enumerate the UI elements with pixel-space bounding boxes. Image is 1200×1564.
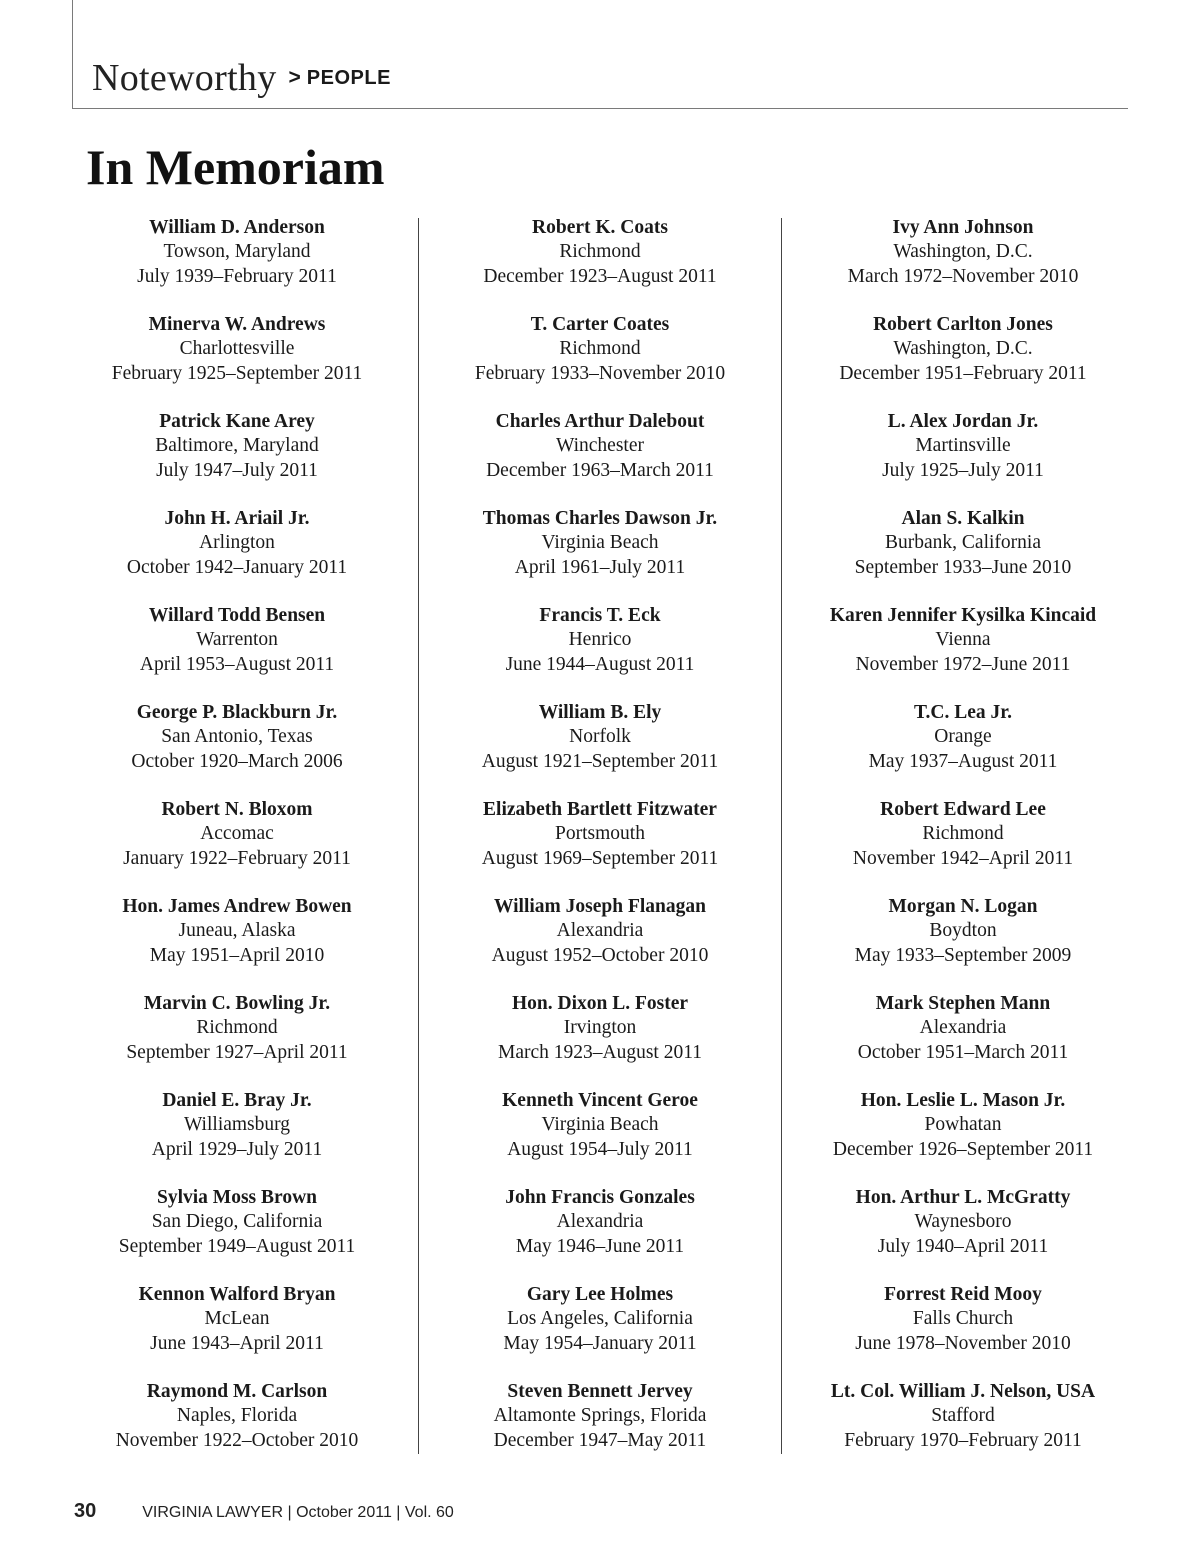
- person-location: Alexandria: [556, 920, 644, 942]
- person-dates: February 1933–November 2010: [474, 362, 726, 384]
- person-dates: March 1972–November 2010: [847, 265, 1079, 287]
- memorial-entry: [419, 313, 781, 410]
- person-dates: May 1954–January 2011: [503, 1332, 697, 1354]
- person-location: Los Angeles, California: [507, 1308, 693, 1330]
- person-name: William D. Anderson: [149, 217, 325, 238]
- person-dates: December 1947–May 2011: [493, 1429, 707, 1451]
- memorial-entry: [56, 992, 418, 1089]
- person-location: Williamsburg: [183, 1114, 291, 1136]
- memorial-entry: [56, 410, 418, 507]
- person-location: Alexandria: [919, 1017, 1007, 1039]
- person-name: T.C. Lea Jr.: [913, 702, 1013, 723]
- section-title: Noteworthy: [92, 57, 277, 99]
- person-name: Sylvia Moss Brown: [157, 1187, 317, 1208]
- memorial-entry: [419, 701, 781, 798]
- person-name: Hon. Arthur L. McGratty: [855, 1187, 1071, 1208]
- person-location: Burbank, California: [885, 532, 1041, 554]
- person-location: Richmond: [559, 241, 641, 263]
- person-dates: September 1949–August 2011: [118, 1235, 356, 1257]
- person-name: Gary Lee Holmes: [526, 1284, 674, 1305]
- memorial-entry: [782, 1089, 1144, 1186]
- person-name: George P. Blackburn Jr.: [136, 702, 338, 723]
- person-location: Stafford: [931, 1405, 995, 1427]
- person-location: Accomac: [200, 823, 274, 845]
- person-dates: March 1923–August 2011: [497, 1041, 702, 1063]
- person-location: Portsmouth: [555, 823, 645, 845]
- memorial-column-2: [419, 216, 781, 1477]
- memorial-entry: [56, 216, 418, 313]
- person-dates: February 1925–September 2011: [111, 362, 363, 384]
- person-dates: February 1970–February 2011: [844, 1429, 1082, 1451]
- person-name: Mark Stephen Mann: [875, 993, 1051, 1014]
- memorial-entry: [56, 1186, 418, 1283]
- person-location: San Diego, California: [151, 1211, 323, 1233]
- person-dates: June 1978–November 2010: [855, 1332, 1071, 1354]
- person-name: Marvin C. Bowling Jr.: [143, 993, 331, 1014]
- person-name: Kennon Walford Bryan: [138, 1284, 336, 1305]
- memorial-entry: [56, 313, 418, 410]
- person-name: L. Alex Jordan Jr.: [887, 411, 1039, 432]
- person-name: William Joseph Flanagan: [493, 896, 706, 917]
- person-name: Alan S. Kalkin: [901, 508, 1025, 529]
- person-name: Steven Bennett Jervey: [507, 1381, 693, 1402]
- person-dates: May 1933–September 2009: [854, 944, 1072, 966]
- person-location: Orange: [934, 726, 992, 748]
- person-location: Vienna: [935, 629, 991, 651]
- memorial-entry: [782, 701, 1144, 798]
- person-location: Charlottesville: [179, 338, 295, 360]
- memorial-entry: [56, 1089, 418, 1186]
- person-name: John H. Ariail Jr.: [164, 508, 310, 529]
- memorial-entry: [419, 798, 781, 895]
- person-dates: October 1920–March 2006: [131, 750, 343, 772]
- person-location: Naples, Florida: [176, 1405, 298, 1427]
- person-name: Raymond M. Carlson: [146, 1381, 328, 1402]
- memorial-entry: [782, 216, 1144, 313]
- person-dates: September 1927–April 2011: [126, 1041, 348, 1063]
- person-name: T. Carter Coates: [530, 314, 670, 335]
- person-location: Virginia Beach: [541, 532, 659, 554]
- person-location: Boydton: [929, 920, 997, 942]
- person-name: Hon. Leslie L. Mason Jr.: [860, 1090, 1066, 1111]
- person-name: Robert K. Coats: [532, 217, 668, 238]
- person-location: Powhatan: [924, 1114, 1002, 1136]
- memorial-entry: [782, 313, 1144, 410]
- person-dates: April 1953–August 2011: [139, 653, 335, 675]
- memorial-entry: [419, 507, 781, 604]
- memorial-entry: [56, 604, 418, 701]
- person-dates: August 1969–September 2011: [481, 847, 719, 869]
- person-name: Elizabeth Bartlett Fitzwater: [483, 799, 717, 820]
- person-name: Minerva W. Andrews: [148, 314, 326, 335]
- person-dates: October 1942–January 2011: [126, 556, 348, 578]
- memorial-entry: [419, 1186, 781, 1283]
- memorial-entry: [782, 507, 1144, 604]
- person-name: Hon. James Andrew Bowen: [122, 896, 352, 917]
- person-name: Karen Jennifer Kysilka Kincaid: [829, 605, 1097, 626]
- page-number: 30: [74, 1500, 97, 1522]
- person-location: Virginia Beach: [541, 1114, 659, 1136]
- person-location: Norfolk: [569, 726, 631, 748]
- person-name: Robert N. Bloxom: [161, 799, 313, 820]
- person-dates: December 1926–September 2011: [832, 1138, 1094, 1160]
- person-name: Robert Edward Lee: [880, 799, 1046, 820]
- person-location: Baltimore, Maryland: [155, 435, 319, 457]
- person-location: Richmond: [559, 338, 641, 360]
- person-name: Patrick Kane Arey: [159, 411, 315, 432]
- person-name: Willard Todd Bensen: [148, 605, 326, 626]
- person-location: Irvington: [563, 1017, 637, 1039]
- person-location: Warrenton: [196, 629, 278, 651]
- memorial-entry: [56, 1380, 418, 1477]
- person-location: Henrico: [568, 629, 632, 651]
- person-dates: June 1944–August 2011: [505, 653, 695, 675]
- person-dates: September 1933–June 2010: [854, 556, 1072, 578]
- section-header: [92, 56, 391, 100]
- person-name: Hon. Dixon L. Foster: [511, 993, 689, 1014]
- memorial-entry: [782, 798, 1144, 895]
- person-location: San Antonio, Texas: [161, 726, 313, 748]
- memorial-entry: [419, 1380, 781, 1477]
- person-dates: April 1961–July 2011: [514, 556, 686, 578]
- person-location: Waynesboro: [914, 1211, 1012, 1233]
- memorial-entry: [419, 895, 781, 992]
- person-location: Richmond: [922, 823, 1004, 845]
- person-dates: January 1922–February 2011: [123, 847, 351, 869]
- person-dates: July 1947–July 2011: [156, 459, 318, 481]
- person-name: Forrest Reid Mooy: [884, 1284, 1042, 1305]
- header-horizontal-rule: [72, 108, 1128, 109]
- person-dates: December 1963–March 2011: [486, 459, 714, 481]
- memorial-entry: [56, 507, 418, 604]
- person-dates: June 1943–April 2011: [150, 1332, 324, 1354]
- memorial-entry: [419, 604, 781, 701]
- person-location: Martinsville: [915, 435, 1011, 457]
- memorial-entry: [782, 1380, 1144, 1477]
- person-name: Charles Arthur Dalebout: [495, 411, 705, 432]
- person-dates: November 1972–June 2011: [855, 653, 1071, 675]
- memorial-entry: [782, 992, 1144, 1089]
- person-name: Thomas Charles Dawson Jr.: [482, 508, 718, 529]
- person-dates: December 1923–August 2011: [483, 265, 717, 287]
- memorial-entry: [782, 604, 1144, 701]
- person-location: Falls Church: [912, 1308, 1014, 1330]
- person-name: Daniel E. Bray Jr.: [162, 1090, 312, 1111]
- person-name: Robert Carlton Jones: [873, 314, 1053, 335]
- person-dates: November 1922–October 2010: [115, 1429, 359, 1451]
- person-dates: August 1952–October 2010: [491, 944, 709, 966]
- person-name: Kenneth Vincent Geroe: [502, 1090, 698, 1111]
- person-dates: October 1951–March 2011: [857, 1041, 1069, 1063]
- breadcrumb-separator: >: [288, 66, 301, 89]
- person-location: McLean: [204, 1308, 270, 1330]
- person-location: Juneau, Alaska: [178, 920, 296, 942]
- person-dates: November 1942–April 2011: [852, 847, 1074, 869]
- memorial-entry: [782, 1283, 1144, 1380]
- person-location: Washington, D.C.: [893, 241, 1033, 263]
- person-location: Alexandria: [556, 1211, 644, 1233]
- person-dates: August 1954–July 2011: [507, 1138, 693, 1160]
- person-location: Altamonte Springs, Florida: [493, 1405, 707, 1427]
- page-footer: [74, 1500, 454, 1523]
- person-location: Richmond: [196, 1017, 278, 1039]
- publication-info: VIRGINIA LAWYER | October 2011 | Vol. 60: [142, 1504, 454, 1521]
- memorial-entry: [782, 1186, 1144, 1283]
- person-dates: July 1939–February 2011: [137, 265, 337, 287]
- memorial-entry: [782, 895, 1144, 992]
- person-dates: July 1925–July 2011: [882, 459, 1044, 481]
- person-dates: July 1940–April 2011: [877, 1235, 1049, 1257]
- memorial-column-1: [56, 216, 418, 1477]
- memorial-column-3: [782, 216, 1144, 1477]
- memorial-entry: [56, 895, 418, 992]
- subsection-label: PEOPLE: [306, 67, 391, 89]
- page-title: In Memoriam: [86, 139, 385, 195]
- memorial-entry: [782, 410, 1144, 507]
- person-location: Winchester: [555, 435, 644, 457]
- person-dates: April 1929–July 2011: [151, 1138, 323, 1160]
- memorial-entry: [419, 1089, 781, 1186]
- memorial-entry: [419, 1283, 781, 1380]
- header-vertical-rule: [72, 0, 73, 108]
- memorial-entry: [419, 216, 781, 313]
- person-location: Washington, D.C.: [893, 338, 1033, 360]
- memorial-entry: [56, 701, 418, 798]
- person-name: Morgan N. Logan: [888, 896, 1038, 917]
- memorial-entry: [56, 1283, 418, 1380]
- person-location: Arlington: [199, 532, 275, 554]
- person-name: William B. Ely: [538, 702, 662, 723]
- person-name: Francis T. Eck: [539, 605, 661, 626]
- person-dates: May 1951–April 2010: [149, 944, 325, 966]
- person-dates: May 1946–June 2011: [515, 1235, 685, 1257]
- person-dates: May 1937–August 2011: [868, 750, 1058, 772]
- memorial-entry: [419, 992, 781, 1089]
- person-name: Lt. Col. William J. Nelson, USA: [830, 1381, 1096, 1402]
- person-dates: December 1951–February 2011: [839, 362, 1087, 384]
- memorial-entry: [56, 798, 418, 895]
- person-dates: August 1921–September 2011: [481, 750, 719, 772]
- memorial-entry: [419, 410, 781, 507]
- person-location: Towson, Maryland: [163, 241, 311, 263]
- person-name: John Francis Gonzales: [505, 1187, 695, 1208]
- person-name: Ivy Ann Johnson: [892, 217, 1034, 238]
